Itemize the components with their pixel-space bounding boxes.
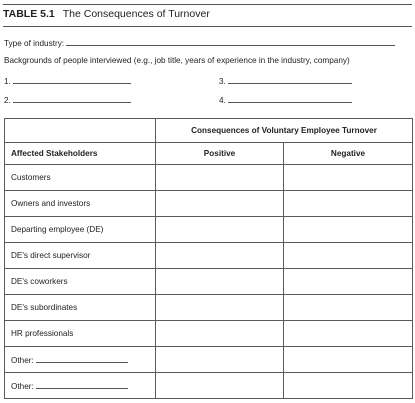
background-number-4: 4. [219, 96, 226, 105]
table-row [5, 165, 413, 191]
background-line-2 [4, 95, 131, 105]
background-line-3 [219, 76, 352, 86]
table-row [5, 217, 413, 243]
background-line-1 [4, 76, 131, 86]
other-label: Other: [11, 382, 34, 391]
positive-cell[interactable] [156, 243, 284, 269]
table-row [5, 295, 413, 321]
table-row [5, 373, 413, 399]
table-row [5, 191, 413, 217]
table-header-row-columns [5, 143, 413, 165]
other-label: Other: [11, 356, 34, 365]
positive-cell[interactable] [156, 191, 284, 217]
table-row [5, 347, 413, 373]
table-row [5, 243, 413, 269]
table-header-row-group [5, 119, 413, 143]
negative-cell[interactable] [284, 295, 413, 321]
positive-cell[interactable] [156, 217, 284, 243]
industry-label: Type of industry: [4, 39, 65, 48]
positive-cell[interactable] [156, 295, 284, 321]
other-blank[interactable] [36, 354, 128, 363]
stakeholder-cell: HR professionals [5, 321, 156, 347]
stakeholder-cell: Customers [5, 165, 156, 191]
negative-cell[interactable] [284, 347, 413, 373]
backgrounds-label: Backgrounds of people interviewed (e.g., job title, years of experience in the industry, company) [4, 56, 350, 65]
caption-bottom-rule [3, 26, 412, 27]
positive-cell[interactable] [156, 269, 284, 295]
background-blank-4[interactable] [228, 95, 352, 103]
negative-cell[interactable] [284, 321, 413, 347]
stakeholder-other-cell [5, 373, 156, 399]
background-blank-2[interactable] [13, 95, 131, 103]
negative-cell[interactable] [284, 191, 413, 217]
stakeholder-cell: Departing employee (DE) [5, 217, 156, 243]
table-row [5, 321, 413, 347]
table-label: TABLE 5.1 [3, 8, 55, 20]
header-empty-cell [5, 119, 156, 143]
group-header: Consequences of Voluntary Employee Turnover [156, 119, 413, 143]
industry-blank[interactable] [66, 38, 395, 46]
table-title: The Consequences of Turnover [62, 8, 210, 20]
stakeholder-cell: Owners and investors [5, 191, 156, 217]
background-number-2: 2. [4, 96, 11, 105]
col-header-negative: Negative [284, 143, 413, 165]
table-caption [3, 8, 210, 20]
table-row [5, 269, 413, 295]
negative-cell[interactable] [284, 217, 413, 243]
other-blank[interactable] [36, 380, 128, 389]
stakeholder-cell: DE's subordinates [5, 295, 156, 321]
negative-cell[interactable] [284, 373, 413, 399]
positive-cell[interactable] [156, 321, 284, 347]
col-header-stakeholders: Affected Stakeholders [5, 143, 156, 165]
background-blank-1[interactable] [13, 76, 131, 84]
stakeholder-cell: DE's direct supervisor [5, 243, 156, 269]
positive-cell[interactable] [156, 347, 284, 373]
background-number-1: 1. [4, 77, 11, 86]
stakeholder-other-cell [5, 347, 156, 373]
col-header-positive: Positive [156, 143, 284, 165]
background-blank-3[interactable] [228, 76, 352, 84]
negative-cell[interactable] [284, 269, 413, 295]
turnover-table [4, 118, 413, 399]
caption-top-rule [3, 4, 412, 5]
stakeholder-cell: DE's coworkers [5, 269, 156, 295]
positive-cell[interactable] [156, 165, 284, 191]
negative-cell[interactable] [284, 243, 413, 269]
background-number-3: 3. [219, 77, 226, 86]
positive-cell[interactable] [156, 373, 284, 399]
background-line-4 [219, 95, 352, 105]
negative-cell[interactable] [284, 165, 413, 191]
industry-line [4, 38, 395, 48]
